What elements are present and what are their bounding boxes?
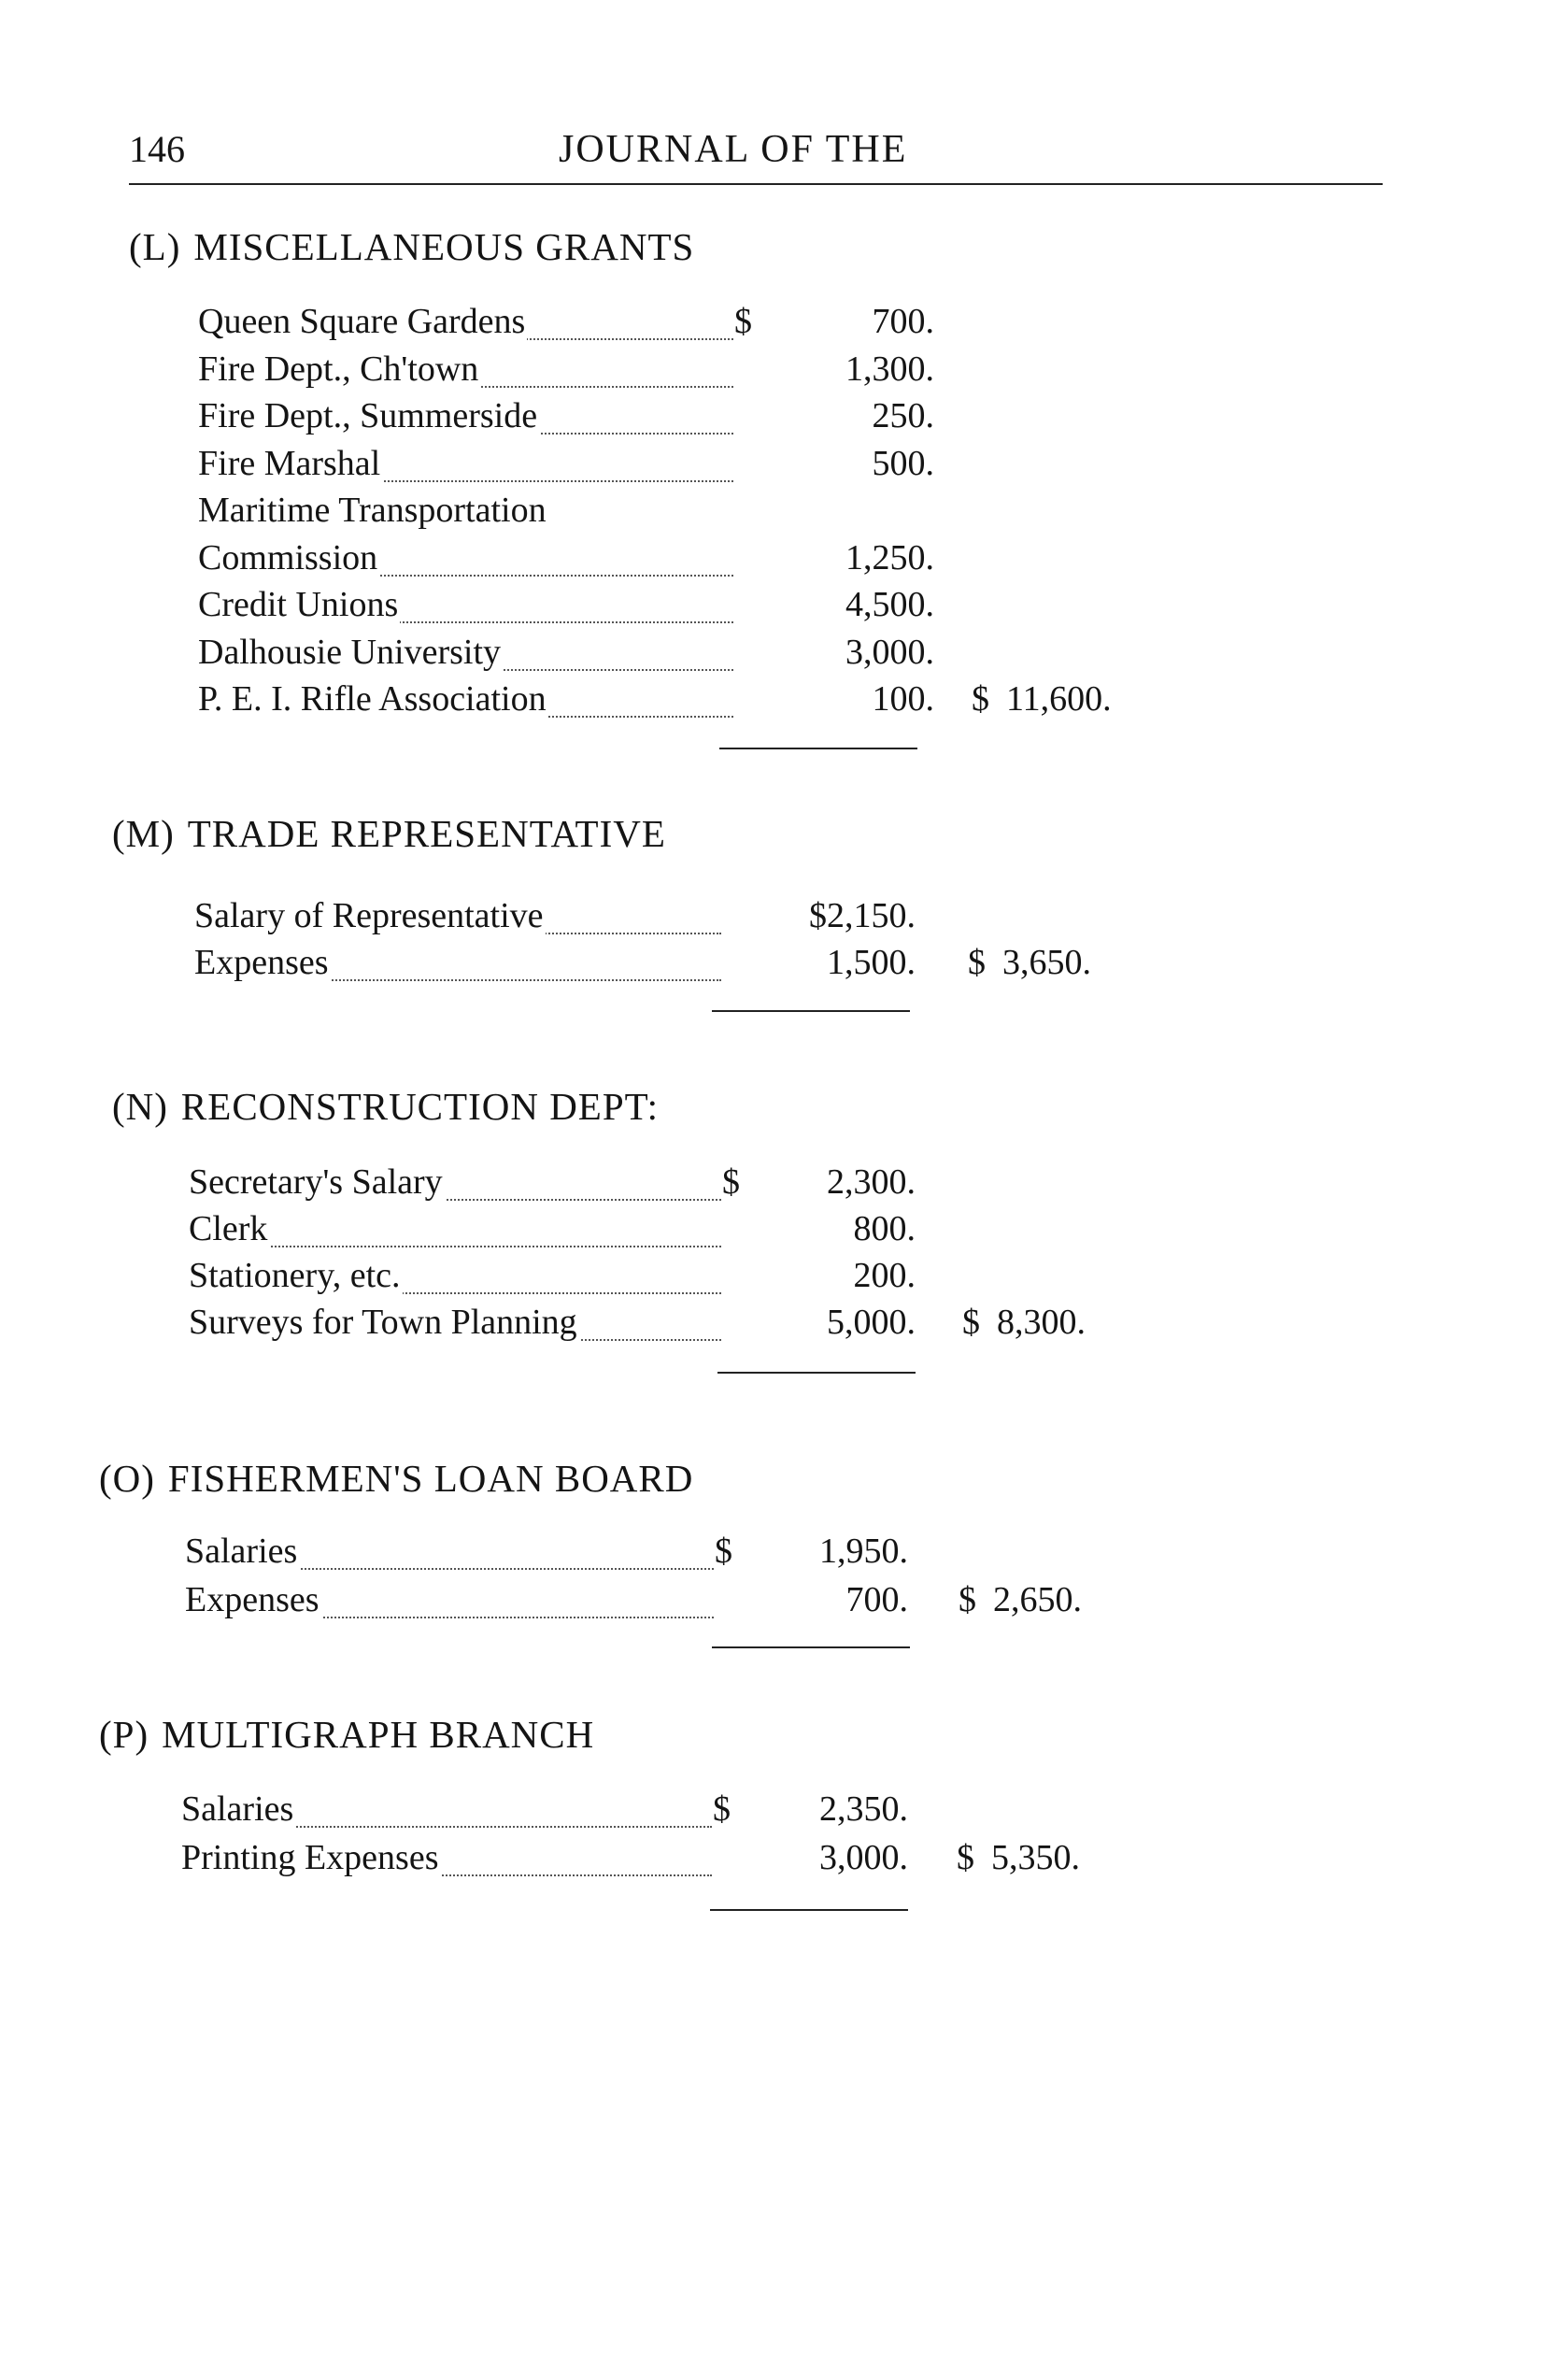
total-amount: 11,600. xyxy=(1006,679,1112,719)
item-amount: 2,350. xyxy=(819,1789,908,1829)
total-amount: 2,650. xyxy=(993,1580,1082,1619)
line-item xyxy=(181,1837,1401,1884)
item-amount: 5,000. xyxy=(827,1303,916,1342)
item-label: Queen Square Gardens xyxy=(198,302,526,341)
item-label: Salaries xyxy=(185,1532,298,1571)
line-item xyxy=(185,1531,1401,1577)
line-item xyxy=(194,895,1401,942)
item-amount: 700. xyxy=(872,302,934,341)
section-letter: (P) xyxy=(99,1713,149,1756)
line-item xyxy=(194,942,1401,989)
item-amount: 100. xyxy=(872,679,934,719)
section-title: TRADE REPRESENTATIVE xyxy=(187,812,666,855)
item-amount: 200. xyxy=(853,1256,916,1295)
total-amount: 8,300. xyxy=(997,1303,1086,1342)
line-item xyxy=(198,537,1401,584)
item-label: Secretary's Salary xyxy=(189,1162,443,1202)
total-dollar-sign: $ xyxy=(972,679,989,719)
item-label: Fire Dept., Summerside xyxy=(198,396,538,435)
total-amount: 5,350. xyxy=(991,1838,1080,1877)
item-label: Salaries xyxy=(181,1789,294,1829)
item-label: Credit Unions xyxy=(198,585,399,624)
line-item xyxy=(189,1161,1401,1208)
item-label: Clerk xyxy=(189,1209,268,1248)
line-item xyxy=(189,1255,1401,1302)
section-heading xyxy=(112,811,666,856)
sum-rule xyxy=(712,1010,910,1012)
page-header xyxy=(129,123,1383,181)
item-amount: 250. xyxy=(872,396,934,435)
sum-rule xyxy=(712,1646,910,1648)
line-item xyxy=(185,1579,1401,1626)
line-item xyxy=(198,678,1401,725)
section-total xyxy=(968,942,1091,983)
line-item xyxy=(198,443,1401,490)
section-total xyxy=(957,1837,1080,1878)
item-label: Stationery, etc. xyxy=(189,1256,401,1295)
line-item xyxy=(198,490,1401,536)
line-item xyxy=(189,1302,1401,1348)
item-amount: 3,000. xyxy=(819,1838,908,1877)
section-heading xyxy=(129,224,694,269)
dollar-sign: $ xyxy=(734,302,752,341)
section-letter: (N) xyxy=(112,1085,168,1128)
item-label: Surveys for Town Planning xyxy=(189,1303,577,1342)
item-label: Printing Expenses xyxy=(181,1838,439,1877)
item-amount: 700. xyxy=(845,1580,908,1619)
line-item xyxy=(198,632,1401,678)
section-title: MULTIGRAPH BRANCH xyxy=(162,1713,595,1756)
item-amount: 3,000. xyxy=(845,632,934,672)
section-title: FISHERMEN'S LOAN BOARD xyxy=(167,1457,694,1500)
item-label: Maritime Transportation xyxy=(198,491,547,530)
item-label: Expenses xyxy=(185,1580,320,1619)
section-title: MISCELLANEOUS GRANTS xyxy=(193,225,695,268)
section-title: RECONSTRUCTION DEPT: xyxy=(180,1085,660,1128)
item-label: Salary of Representative xyxy=(194,896,544,935)
section-letter: (O) xyxy=(99,1457,155,1500)
section-total xyxy=(972,678,1112,720)
section-heading xyxy=(99,1456,693,1501)
item-amount: 2,300. xyxy=(827,1162,916,1202)
line-item xyxy=(198,301,1401,348)
running-head: JOURNAL OF THE xyxy=(559,128,908,171)
item-amount: 800. xyxy=(853,1209,916,1248)
line-item xyxy=(198,395,1401,442)
section-letter: (L) xyxy=(129,225,181,268)
line-item xyxy=(189,1208,1401,1255)
item-label: Fire Dept., Ch'town xyxy=(198,349,479,389)
total-amount: 3,650. xyxy=(1002,943,1091,982)
section-heading xyxy=(112,1084,659,1129)
section-total xyxy=(962,1302,1086,1343)
item-amount: 4,500. xyxy=(845,585,934,624)
section-total xyxy=(959,1579,1082,1620)
line-item xyxy=(198,584,1401,631)
item-label: Expenses xyxy=(194,943,329,982)
item-amount: 1,250. xyxy=(845,537,934,577)
item-amount: 1,300. xyxy=(845,349,934,389)
total-dollar-sign: $ xyxy=(957,1838,974,1877)
section-letter: (M) xyxy=(112,812,175,855)
sum-rule xyxy=(717,1372,916,1374)
total-dollar-sign: $ xyxy=(962,1303,980,1342)
item-amount: 1,500. xyxy=(827,943,916,982)
item-label: Fire Marshal xyxy=(198,443,381,483)
item-label: P. E. I. Rifle Association xyxy=(198,679,547,719)
line-item xyxy=(198,349,1401,395)
item-amount: 500. xyxy=(872,443,934,483)
header-rule xyxy=(129,183,1383,185)
page-number: 146 xyxy=(129,128,185,170)
item-label: Dalhousie University xyxy=(198,632,502,672)
total-dollar-sign: $ xyxy=(959,1580,976,1619)
sum-rule xyxy=(719,748,917,749)
total-dollar-sign: $ xyxy=(968,943,986,982)
dollar-sign: $ xyxy=(722,1162,740,1202)
item-label: Commission xyxy=(198,537,378,577)
dollar-sign: $ xyxy=(713,1789,731,1829)
section-heading xyxy=(99,1712,594,1757)
sum-rule xyxy=(710,1909,908,1911)
item-amount: 1,950. xyxy=(819,1532,908,1571)
dollar-sign: $ xyxy=(715,1532,732,1571)
item-amount: $2,150. xyxy=(809,896,916,935)
line-item xyxy=(181,1789,1401,1835)
